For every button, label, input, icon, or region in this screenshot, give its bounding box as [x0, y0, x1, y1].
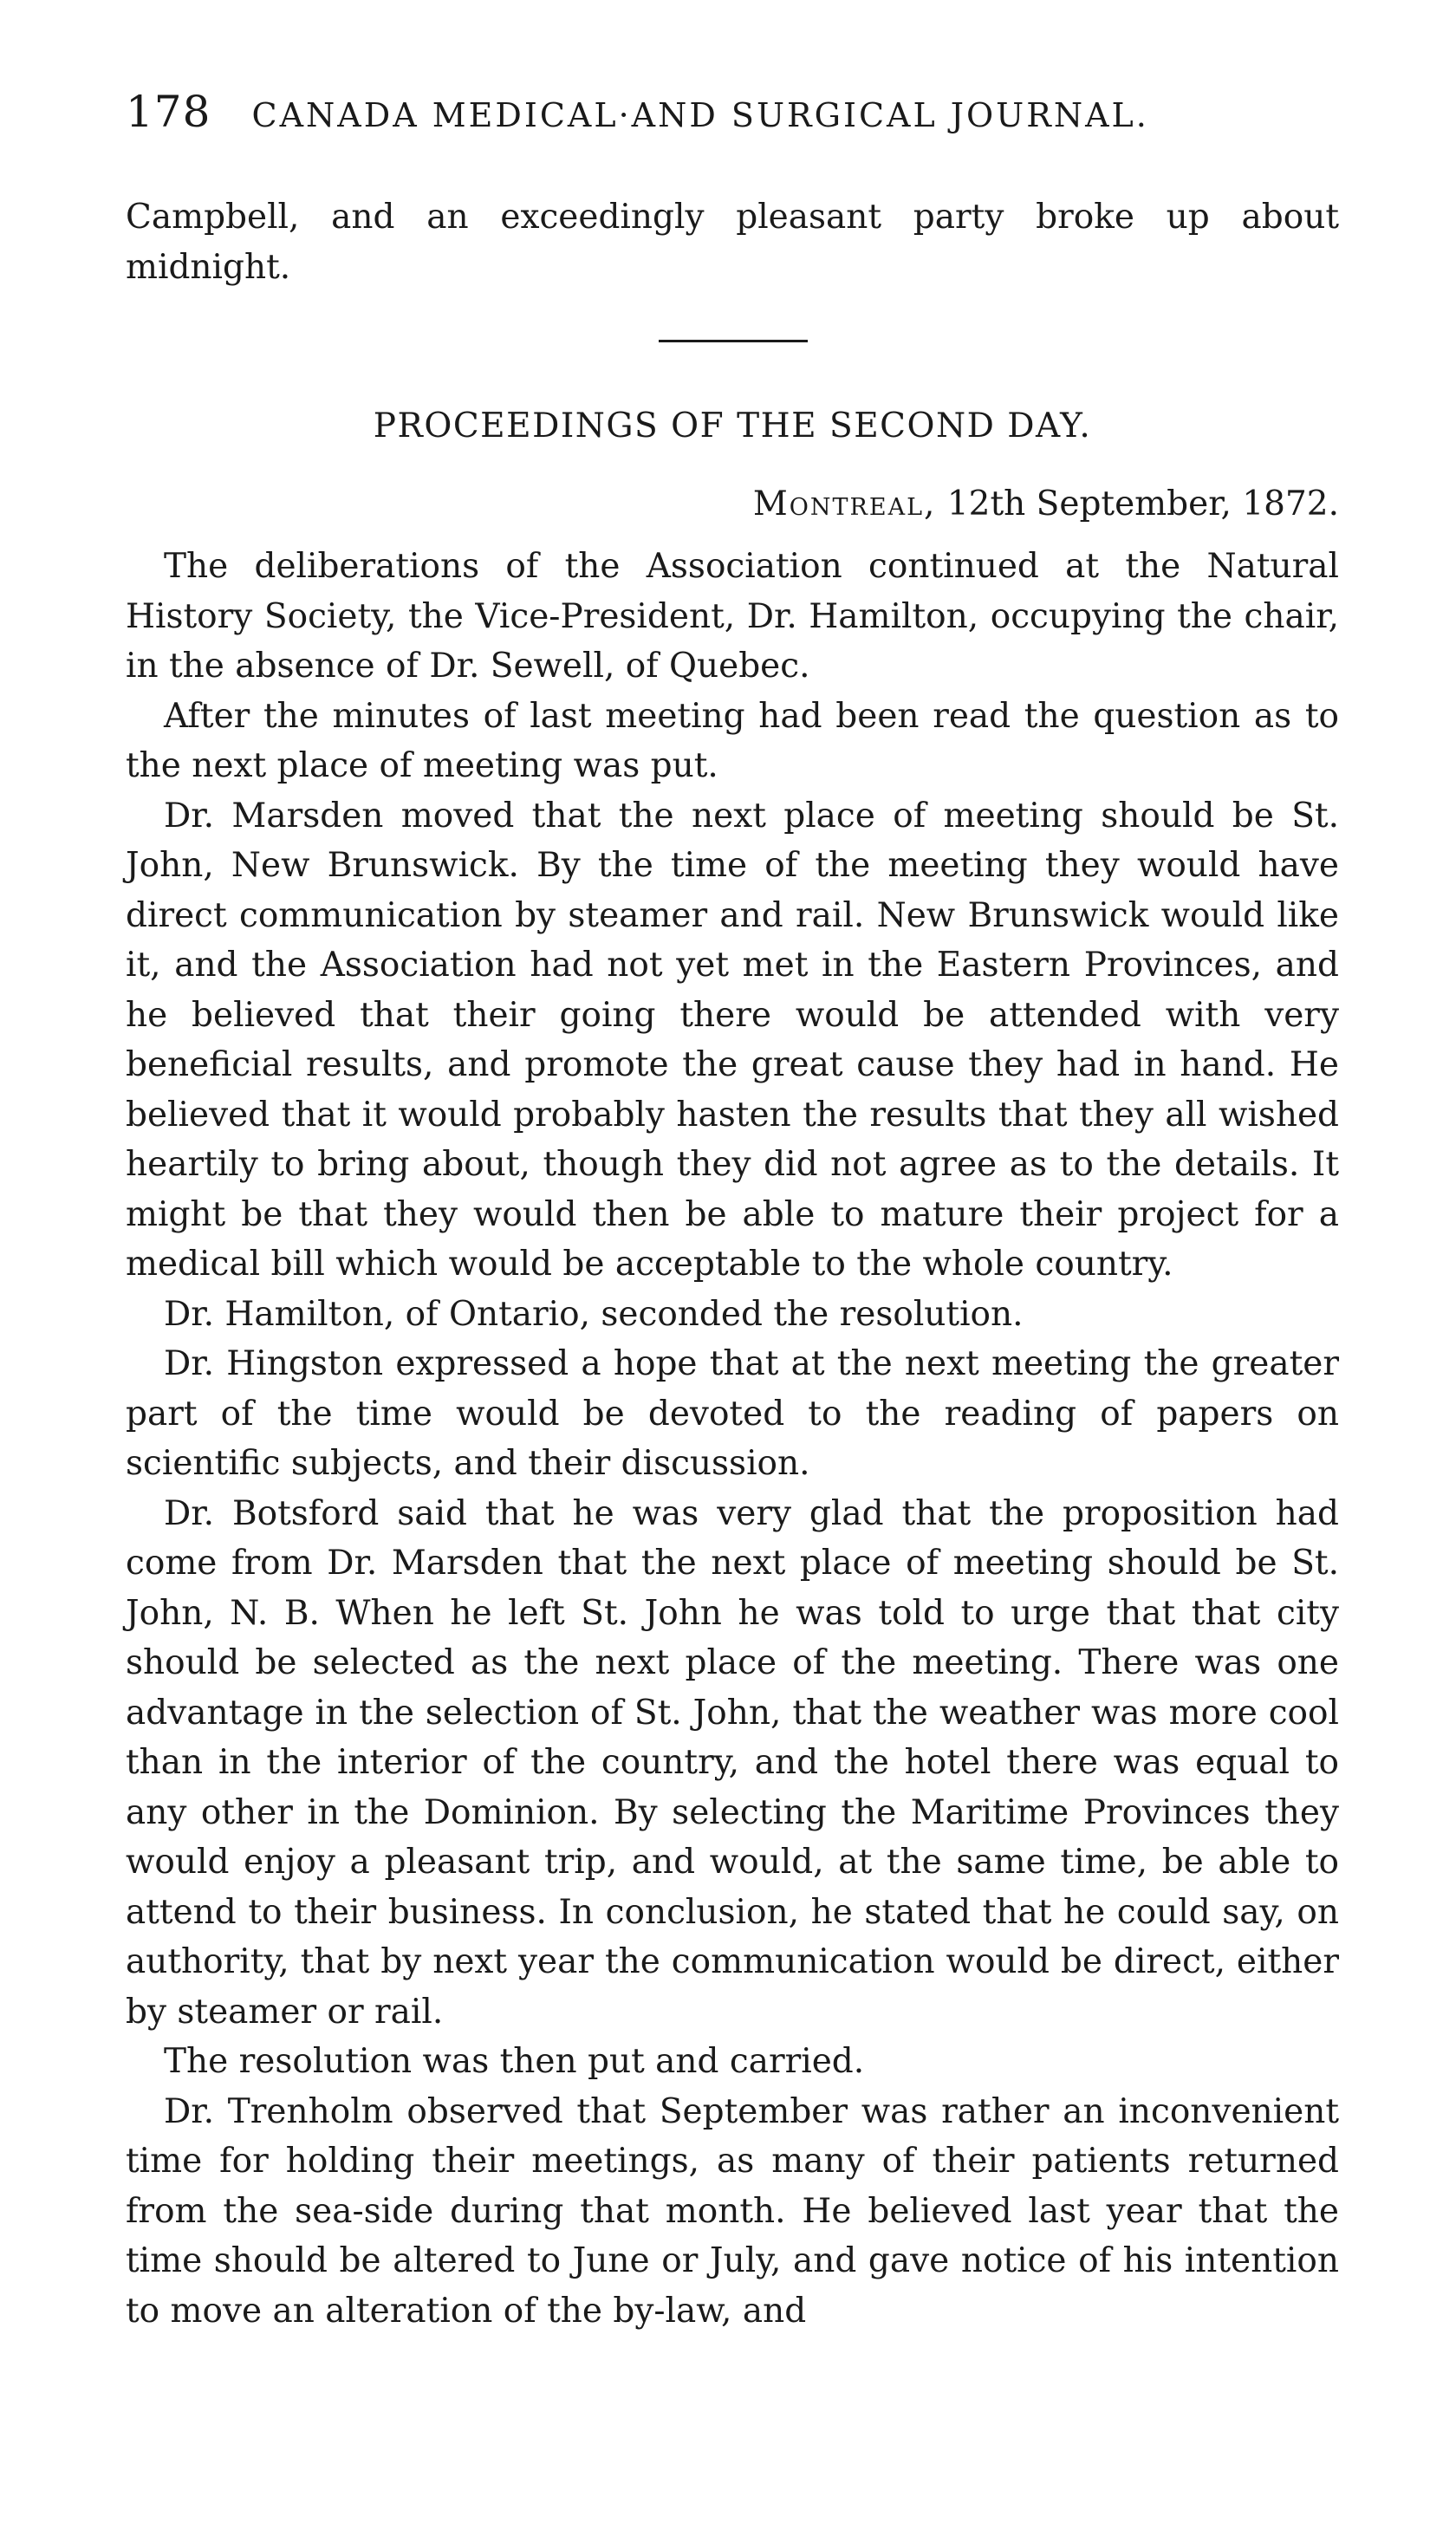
paragraph: The resolution was then put and carried.	[164, 2042, 865, 2081]
body-paragraphs	[126, 542, 1339, 2336]
running-head: CANADA MEDICAL·AND SURGICAL JOURNAL.	[251, 96, 1149, 134]
paragraph: The deliberations of the Association continued at the Natural History Society, the Vice-President, Dr. Hamilton, occupying the chair, in the absence of Dr. Sewell, of Quebec.	[126, 547, 1339, 686]
paragraph: After the minutes of last meeting had been read the question as to the next place of meeting was put.	[126, 696, 1339, 785]
paragraph: Dr. Hamilton, of Ontario, seconded the resolution.	[164, 1294, 1024, 1334]
dateline	[753, 478, 1339, 530]
section-title: PROCEEDINGS OF THE SECOND DAY.	[373, 406, 1092, 445]
section-divider	[659, 340, 808, 342]
page-number: 178	[126, 87, 211, 137]
paragraph: Dr. Trenholm observed that September was rather an inconvenient time for holding their meetings, as many of their patients returned from the sea-side during that month. He believed last year that the time should be altered to June or July, and gave notice of his intention to move an alteration of the by-law, and	[126, 2091, 1339, 2331]
dateline-place: Montreal,	[752, 484, 937, 523]
page-header	[126, 87, 1339, 156]
continuation-paragraph: Campbell, and an exceedingly pleasant party broke up about midnight.	[126, 198, 1339, 287]
paragraph: Dr. Marsden moved that the next place of meeting should be St. John, New Brunswick. By the time of the meeting they would have direct communication by steamer and rail. New Brunswick would like it, and the Association had not yet met in the Eastern Provinces, and he believed that their going there would be attended with very beneficial results, and promote the great cause they had in hand. He believed that it would probably hasten the results that they all wished heartily to bring about, though they did not agree as to the details. It might be that they would then be able to mature their project for a medical bill which would be acceptable to the whole country.	[126, 796, 1339, 1284]
dateline-date: 12th September, 1872.	[946, 484, 1339, 523]
paragraph: Dr. Hingston expressed a hope that at the next meeting the greater part of the time would be devoted to the reading of papers on scientific subjects, and their discussion.	[126, 1344, 1339, 1483]
paragraph: Dr. Botsford said that he was very glad that the proposition had come from Dr. Marsden that the next place of meeting should be St. John, N. B. When he left St. John he was told to urge that that city should be selected as the next place of the meeting. There was one advantage in the selection of St. John, that the weather was more cool than in the interior of the country, and the hotel there was equal to any other in the Dominion. By selecting the Maritime Provinces they would enjoy a pleasant trip, and would, at the same time, be able to attend to their business. In conclusion, he stated that he could say, on authority, that by next year the communication would be direct, either by steamer or rail.	[126, 1493, 1339, 2032]
